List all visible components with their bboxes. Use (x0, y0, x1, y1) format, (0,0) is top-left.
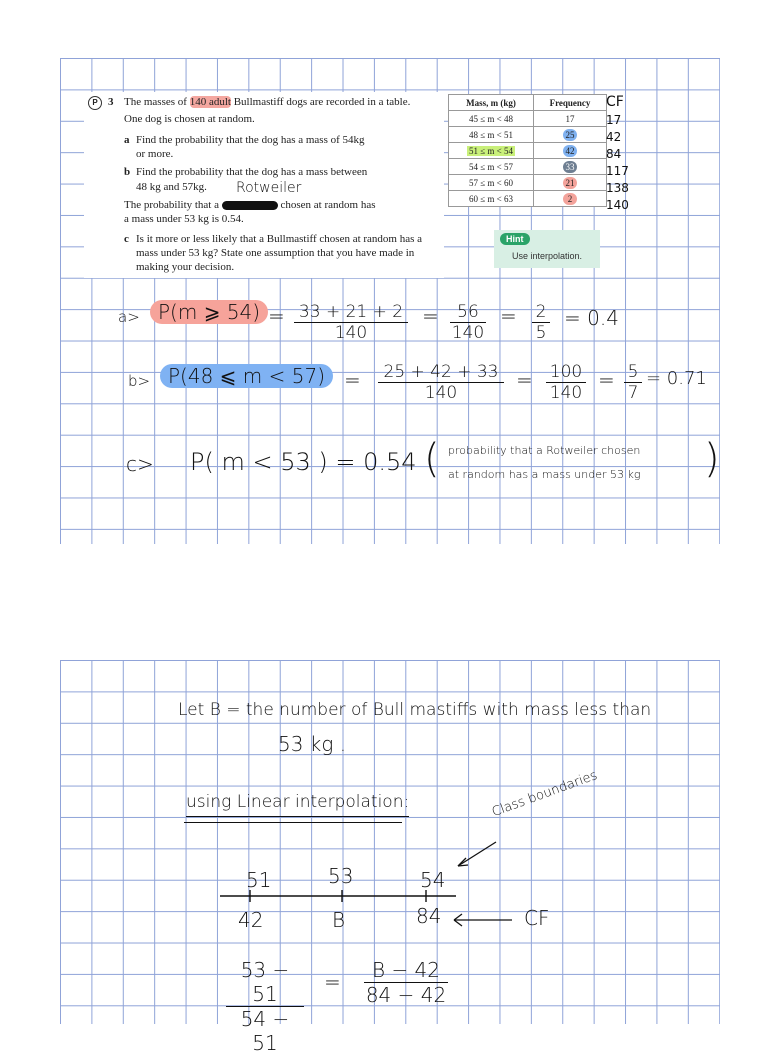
gray-highlight: 33 (563, 161, 577, 173)
cf-value: 140 (606, 198, 629, 212)
part-c-text-3: making your decision. (136, 261, 235, 273)
practice-badge: P (88, 96, 102, 110)
part-b-label: b (124, 166, 131, 178)
answer-c-label: c> (126, 452, 154, 476)
cf-42: 42 (238, 908, 264, 932)
cf-value: 117 (606, 164, 629, 178)
blue-highlight: 42 (563, 145, 577, 157)
answer-b-eq3: = (598, 368, 615, 392)
answer-b-frac1: $\frac{25 + 42 + 33}{140}$ (378, 362, 504, 403)
table-row: 45 ≤ m < 48 17 (449, 111, 607, 127)
part-c-text-1: Is it more or less likely that a Bullmastiff chosen at random has a (136, 233, 423, 245)
handwritten-rotweiler: Rotweiler (236, 180, 302, 196)
part-b-text-1: Find the probability that the dog has a mass between (136, 166, 368, 178)
answer-a-eq2: = (422, 304, 439, 328)
answer-b-result: = 0.71 (646, 368, 707, 389)
paren-open: ( (424, 436, 440, 482)
table-row: 57 ≤ m < 60 21 (449, 175, 607, 191)
prob-statement-1: The probability that a chosen at random has (124, 199, 376, 211)
part-a-label: a (124, 134, 130, 146)
answer-c-lhs: P( m < 53 ) = 0.54 (190, 448, 417, 476)
green-highlight: 51 ≤ m < 54 (468, 145, 513, 156)
table-row: 60 ≤ m < 63 2 (449, 191, 607, 207)
frequency-table (448, 94, 607, 207)
cf-label: CF (524, 906, 550, 930)
let-statement-2: 53 kg . (278, 732, 347, 756)
table-row: 48 ≤ m < 51 25 (449, 127, 607, 143)
answer-c-note-1: probability that a Rotweiler chosen (448, 444, 641, 457)
method-heading: using Linear interpolation: (186, 792, 409, 817)
part-a-text-1: Find the probability that the dog has a mass of 54kg (136, 134, 365, 146)
cf-arrow (446, 908, 516, 928)
boundary-54: 54 (420, 868, 446, 892)
cf-value: 84 (606, 147, 622, 161)
highlight-140-adult: 140 adult (189, 96, 231, 108)
blue-highlight: 25 (563, 129, 577, 141)
hint-label: Hint (500, 233, 530, 245)
answer-b-label: b> (128, 372, 151, 390)
part-b-text-2: 48 kg and 57kg. (136, 181, 207, 193)
cf-value: 42 (606, 130, 622, 144)
ratio-eq: = (324, 970, 341, 994)
answer-c-note-2: at random has a mass under 53 kg (448, 468, 641, 481)
let-statement-1: Let B = the number of Bull mastiffs with mass less than (178, 700, 652, 720)
paren-close: ) (704, 436, 720, 482)
cf-84: 84 (416, 904, 442, 928)
answer-a-eq3: = (500, 304, 517, 328)
red-highlight: 21 (563, 177, 577, 189)
answer-b-lhs: P(48 ⩽ m < 57) (160, 364, 333, 388)
part-c-text-2: mass under 53 kg? State one assumption that you have made in (136, 247, 415, 259)
part-c-label: c (124, 233, 129, 245)
ratio-right: $\frac{B - 42}{84 - 42}$ (365, 958, 447, 1007)
answer-a-lhs: P(m ⩾ 54) (150, 300, 268, 324)
table-row (449, 143, 607, 159)
answer-b-eq: = (344, 368, 361, 392)
scribble-blot (222, 201, 278, 210)
answer-a-result: = 0.4 (564, 306, 619, 330)
answer-a-frac2: $\frac{56}{140}$ (451, 302, 485, 343)
hint-text: Use interpolation. (512, 251, 583, 261)
cf-header: CF (606, 94, 624, 110)
class-boundaries-arrow (450, 838, 500, 872)
method-underline (184, 822, 402, 823)
answer-a-label: a> (118, 308, 140, 326)
answer-a-frac3: $\frac{2}{5}$ (532, 302, 550, 343)
cf-value: 17 (606, 113, 622, 127)
answer-a-frac1: $\frac{33 + 21 + 2}{140}$ (294, 302, 408, 343)
boundary-51: 51 (246, 868, 272, 892)
table-row: 54 ≤ m < 57 33 (449, 159, 607, 175)
answer-b-frac3: $\frac{5}{7}$ (624, 362, 642, 403)
table-header-frequency: Frequency (534, 95, 607, 111)
ratio-left: $\frac{53 - 51}{54 - 51}$ (226, 958, 304, 1055)
answer-b-eq2: = (516, 368, 533, 392)
cf-B: B (332, 908, 346, 932)
class-boundaries-label: Class boundaries (490, 768, 600, 821)
red-highlight: 2 (563, 193, 577, 205)
answer-b-frac2: $\frac{100}{140}$ (546, 362, 586, 403)
boundary-53: 53 (328, 864, 354, 888)
prob-statement-2: a mass under 53 kg is 0.54. (124, 213, 244, 225)
question-line2: One dog is chosen at random. (124, 113, 255, 125)
answer-a-eq: = (268, 304, 285, 328)
question-intro: The masses of 140 adult Bullmastiff dogs are recorded in a table. (124, 96, 411, 108)
question-number: 3 (108, 96, 114, 108)
part-a-text-2: or more. (136, 148, 174, 160)
cf-value: 138 (606, 181, 629, 195)
table-header-mass: Mass, m (kg) (449, 95, 534, 111)
